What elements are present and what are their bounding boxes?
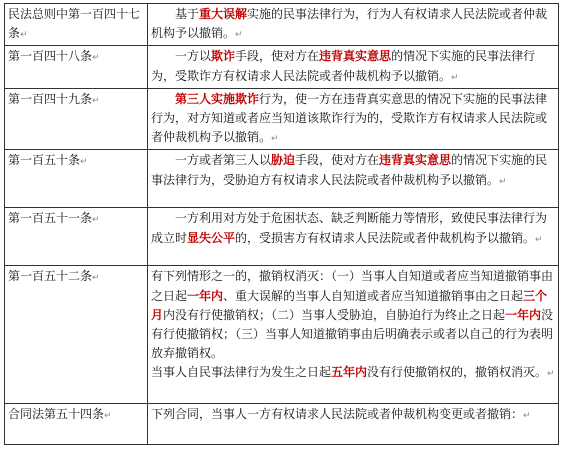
paragraph-mark: ↵ <box>80 157 88 168</box>
text-segment: 一方或者第三人以 <box>175 153 272 168</box>
table-row <box>5 4 559 46</box>
table-row <box>5 150 559 208</box>
paragraph-mark: ↵ <box>92 215 100 226</box>
highlighted-term: 欺诈 <box>211 49 236 64</box>
paragraph-mark: ↵ <box>523 411 531 422</box>
paragraph-mark: ↵ <box>92 95 100 106</box>
article-text <box>151 7 547 40</box>
article-number: 第一百四十九条 <box>8 91 93 106</box>
text-segment: 行为，使一方在违背真实意思的情况下实施的民事法律行为，对方知道或者应当知道该欺诈行为的，受欺诈方有权请求人民法院或者仲裁机构予以撤销。 <box>151 91 548 145</box>
article-number: 第一百五十条 <box>8 153 81 168</box>
law-articles-table <box>4 3 559 445</box>
text-segment: 手段，使对方在 <box>295 153 380 168</box>
article-cell <box>5 150 148 208</box>
highlighted-term: 第三人实施欺诈 <box>175 91 260 106</box>
paragraph-mark: ↵ <box>92 53 100 64</box>
content-cell <box>148 150 559 208</box>
paragraph-mark: ↵ <box>104 411 112 422</box>
highlighted-term: 违背真实意思 <box>319 49 392 64</box>
table-row <box>5 266 559 404</box>
text-segment: 没有行使撤销权的，撤销权消灭。 <box>367 365 548 380</box>
text-segment: 的情况下实施的民事法律行为，受欺诈方有权请求人民法院或者仲裁机构予以撤销。 <box>151 49 536 83</box>
highlighted-term: 三个月 <box>151 288 548 322</box>
content-cell <box>148 46 559 88</box>
text-segment: 下列合同，当事人一方有权请求人民法院或者仲裁机构变更或者撤销： <box>151 407 524 422</box>
paragraph-mark: ↵ <box>547 369 555 380</box>
article-text-2 <box>151 365 547 379</box>
paragraph-mark: ↵ <box>271 134 279 145</box>
article-number: 第一百五十二条 <box>8 269 93 284</box>
article-text <box>151 407 523 421</box>
article-number: 第一百四十八条 <box>8 49 93 64</box>
article-cell <box>5 88 148 150</box>
article-cell <box>5 4 148 46</box>
highlighted-term: 重大误解 <box>199 7 248 21</box>
highlighted-term: 显失公平 <box>187 230 236 245</box>
text-segment: 的，受损害方有权请求人民法院或者仲裁机构予以撤销。 <box>235 230 536 245</box>
table-row <box>5 88 559 150</box>
paragraph-mark: ↵ <box>451 72 459 83</box>
text-segment: 的情况下实施的民事法律行为，受胁迫方有权请求人民法院或者仲裁机构予以撤销。 <box>151 153 548 187</box>
article-text <box>151 269 553 360</box>
article-text <box>151 92 547 144</box>
highlighted-term: 五年内 <box>331 365 368 380</box>
text-segment: 一方以 <box>175 49 212 64</box>
article-cell <box>5 404 148 445</box>
article-text <box>151 211 547 244</box>
article-cell <box>5 266 148 404</box>
highlighted-term: 一年内 <box>187 288 224 303</box>
text-segment: 实施的民事法律行为，行为人有权请求人民法院或者仲裁机构予以撤销。 <box>151 7 548 41</box>
article-cell <box>5 46 148 88</box>
content-cell <box>148 404 559 445</box>
highlighted-term: 违背真实意思 <box>379 153 452 168</box>
text-segment: 一方利用对方处于危困状态、缺乏判断能力等情形，致使民事法律行为成立时 <box>151 211 548 245</box>
text-segment: 内没有行使撤销权；（二）当事人受胁迫，自胁迫行为终止之日起 <box>163 307 506 322</box>
text-segment: 、重大误解的当事人自知道或者应当知道撤销事由之日起 <box>223 288 524 303</box>
text-segment: 当事人自民事法律行为发生之日起 <box>151 365 332 380</box>
content-cell <box>148 266 559 404</box>
text-segment: 基于 <box>175 7 200 21</box>
paragraph-mark: ↵ <box>235 30 243 41</box>
table-row <box>5 208 559 266</box>
text-segment: 没有行使撤销权；（三）当事人知道撤销事由后明确表示或者以自己的行为表明放弃撤销权。 <box>151 307 554 361</box>
content-cell <box>148 88 559 150</box>
table-row <box>5 404 559 445</box>
content-cell <box>148 4 559 46</box>
paragraph-mark: ↵ <box>92 273 100 284</box>
highlighted-term: 胁迫 <box>271 153 296 168</box>
highlighted-term: 一年内 <box>505 307 542 322</box>
article-number: 第一百五十一条 <box>8 211 93 226</box>
paragraph-mark: ↵ <box>20 30 28 41</box>
content-cell <box>148 208 559 266</box>
text-segment: 手段，使对方在 <box>235 49 320 64</box>
paragraph-mark: ↵ <box>535 234 543 245</box>
text-segment: 有下列情形之一的，撤销权消灭：（一）当事人自知道或者应当知道撤销事由之日起 <box>151 269 554 303</box>
article-text <box>151 153 547 186</box>
article-cell <box>5 208 148 266</box>
table-row <box>5 46 559 88</box>
paragraph-mark: ↵ <box>499 176 507 187</box>
article-number: 民法总则中第一百四十七条 <box>8 7 141 41</box>
article-number: 合同法第五十四条 <box>8 407 105 422</box>
article-text <box>151 49 535 82</box>
